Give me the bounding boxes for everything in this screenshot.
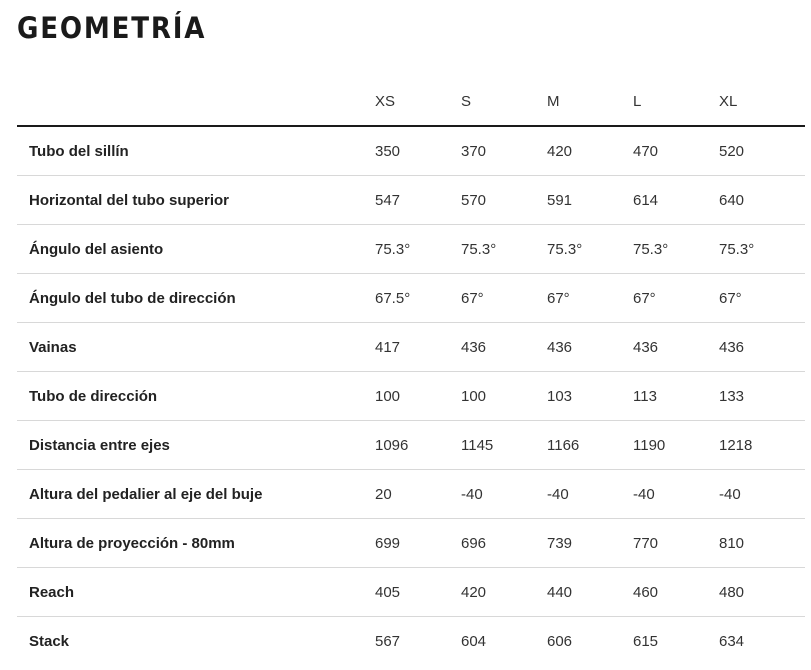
- row-label: Reach: [17, 568, 375, 617]
- value-cell: 370: [461, 126, 547, 176]
- value-cell: 640: [719, 176, 805, 225]
- value-cell: 75.3°: [461, 225, 547, 274]
- value-cell: 436: [547, 323, 633, 372]
- row-label: Tubo de dirección: [17, 372, 375, 421]
- row-label: Altura del pedalier al eje del buje: [17, 470, 375, 519]
- value-cell: 567: [375, 632, 401, 650]
- table-row: [17, 176, 805, 225]
- table-row: [17, 617, 805, 666]
- value-cell: 417: [375, 323, 461, 372]
- value-cell: 470: [633, 126, 719, 176]
- value-cell: 436: [633, 323, 719, 372]
- value-cell: 436: [719, 323, 805, 372]
- value-cell: 547: [375, 176, 461, 225]
- value-cell: 20: [375, 470, 461, 519]
- value-cell: 75.3°: [375, 225, 461, 274]
- value-cell: 67.5°: [375, 274, 461, 323]
- value-cell: 420: [547, 126, 633, 176]
- row-label: Ángulo del tubo de dirección: [17, 274, 375, 323]
- table-row: [17, 225, 805, 274]
- value-cell: 420: [461, 568, 547, 617]
- table-row: [17, 519, 805, 568]
- value-cell: 440: [547, 568, 633, 617]
- value-cell: 1145: [461, 421, 547, 470]
- value-cell: 75.3°: [547, 225, 633, 274]
- value-cell: 460: [633, 568, 719, 617]
- value-cell: 615: [633, 632, 659, 650]
- value-cell: 103: [547, 372, 633, 421]
- row-label: Altura de proyección - 80mm: [17, 519, 375, 568]
- value-cell: 1218: [719, 421, 805, 470]
- page-title: GEOMETRÍA: [17, 11, 207, 45]
- value-cell: 604: [461, 632, 487, 650]
- value-cell: 75.3°: [633, 225, 719, 274]
- table-row: [17, 126, 805, 176]
- value-cell: 67°: [633, 274, 719, 323]
- row-label: Horizontal del tubo superior: [17, 176, 375, 225]
- row-label: Vainas: [17, 323, 375, 372]
- table-row: [17, 323, 805, 372]
- value-cell: 699: [375, 519, 461, 568]
- value-cell: 67°: [719, 274, 805, 323]
- value-cell: 606: [547, 632, 573, 650]
- row-label: Tubo del sillín: [17, 126, 375, 176]
- size-header-xl: XL: [719, 77, 805, 126]
- row-label: Stack: [29, 632, 70, 650]
- table-row: [17, 372, 805, 421]
- size-header-m: M: [547, 77, 633, 126]
- value-cell: 591: [547, 176, 633, 225]
- value-cell: 696: [461, 519, 547, 568]
- value-cell: -40: [719, 470, 805, 519]
- table-header: [17, 77, 805, 126]
- geometry-table: [17, 77, 805, 665]
- value-cell: 770: [633, 519, 719, 568]
- value-cell: 570: [461, 176, 547, 225]
- value-cell: 405: [375, 568, 461, 617]
- table-row: [17, 274, 805, 323]
- header-label-column: [17, 77, 375, 126]
- value-cell: 520: [719, 126, 805, 176]
- value-cell: 480: [719, 568, 805, 617]
- row-label: Ángulo del asiento: [17, 225, 375, 274]
- value-cell: 1096: [375, 421, 461, 470]
- size-header-xs: XS: [375, 77, 461, 126]
- value-cell: 350: [375, 126, 461, 176]
- table-row: [17, 568, 805, 617]
- value-cell: 436: [461, 323, 547, 372]
- size-header-l: L: [633, 77, 719, 126]
- value-cell: 133: [719, 372, 805, 421]
- value-cell: 75.3°: [719, 225, 805, 274]
- value-cell: 100: [461, 372, 547, 421]
- value-cell: 1190: [633, 421, 719, 470]
- value-cell: -40: [633, 470, 719, 519]
- value-cell: 739: [547, 519, 633, 568]
- value-cell: 113: [633, 372, 719, 421]
- value-cell: -40: [461, 470, 547, 519]
- value-cell: 1166: [547, 421, 633, 470]
- value-cell: 634: [719, 632, 745, 650]
- value-cell: 810: [719, 519, 805, 568]
- table-row: [17, 421, 805, 470]
- value-cell: 67°: [547, 274, 633, 323]
- value-cell: -40: [547, 470, 633, 519]
- row-label: Distancia entre ejes: [17, 421, 375, 470]
- value-cell: 100: [375, 372, 461, 421]
- table-row: [17, 470, 805, 519]
- value-cell: 67°: [461, 274, 547, 323]
- size-header-s: S: [461, 77, 547, 126]
- table-body: [17, 126, 805, 665]
- value-cell: 614: [633, 176, 719, 225]
- header-row: [17, 77, 805, 126]
